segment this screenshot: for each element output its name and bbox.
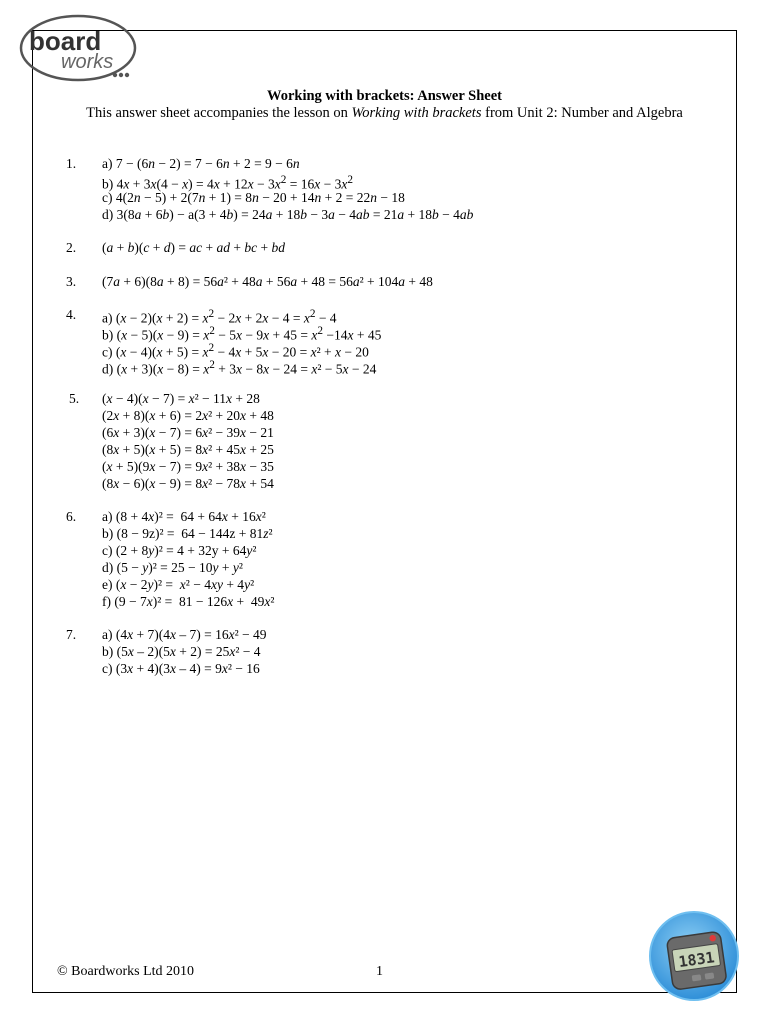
answer-line: (8x + 5)(x + 5) = 8x² + 45x + 25 (102, 442, 274, 457)
answer-line: a) (4x + 7)(4x – 7) = 16x² − 49 (102, 627, 267, 642)
answer-line: c) $(x - 4)(x + 5) = x^2 - 4x + 5x - 20 = x^2 + x - 20$ (102, 342, 369, 360)
answer-line: e) (x − 2y)² = x² − 4xy + 4y² (102, 577, 255, 592)
calculator-display: 1831 (677, 948, 716, 972)
answer-line: c) 4(2n − 5) + 2(7n + 1) = 8n − 20 + 14n + 2 = 22n − 18 (102, 190, 405, 205)
answer-line: (8x − 6)(x − 9) = 8x² − 78x + 54 (102, 476, 274, 491)
answer-line: f) (9 − 7x)² = 81 − 126x + 49x² (102, 594, 275, 609)
answer-line: c) (3x + 4)(3x – 4) = 9x² − 16 (102, 661, 260, 676)
logo-board-text: board (29, 26, 102, 56)
subtitle-lesson: Working with brackets (351, 105, 482, 121)
answer-line: (x − 4)(x − 7) = x² − 11x + 28 (102, 391, 260, 406)
answer-line: (7a + 6)(8a + 8) = 56a² + 48a + 56a + 48 = 56a² + 104a + 48 (102, 274, 433, 289)
answer-line: d) 3(8a + 6b) − a(3 + 4b) = 24a + 18b − 3a − 4ab = 21a + 18b − 4ab (102, 207, 474, 222)
subtitle-suffix: from Unit 2: Number and Algebra (481, 105, 683, 121)
answer-line: a) $(x - 2)(x + 2) = x^2 - 2x + 2x - 4 = x^2 - 4$ (102, 308, 337, 326)
answer-line: d) $(x + 3)(x - 8) = x^2 + 3x - 8x - 24 = x^2 - 5x - 24$ (102, 359, 377, 377)
answer-lines (102, 508, 274, 610)
answer-lines (102, 306, 382, 377)
question-number: 2. (66, 240, 77, 255)
answer-line: c) (2 + 8y)² = 4 + 32y + 64y² (102, 543, 257, 558)
question-number: 3. (66, 274, 77, 289)
answer-line: a) (8 + 4x)² = 64 + 64x + 16x² (102, 509, 266, 524)
answer-line: (6x + 3)(x − 7) = 6x² − 39x − 21 (102, 425, 274, 440)
copyright: © Boardworks Ltd 2010 (57, 964, 195, 979)
question-number: 7. (66, 627, 77, 642)
logo-works-text: works (61, 51, 114, 73)
answer-line: (x + 5)(9x − 7) = 9x² + 38x − 35 (102, 459, 274, 474)
answer-lines (102, 239, 285, 256)
question-number: 1. (66, 156, 77, 171)
answer-line: (2x + 8)(x + 6) = 2x² + 20x + 48 (102, 408, 274, 423)
question-number: 4. (66, 307, 77, 322)
question-number: 5. (69, 391, 80, 406)
boardworks-logo (19, 14, 139, 82)
page-title: Working with brackets: Answer Sheet (267, 88, 502, 104)
answer-lines (102, 390, 274, 492)
page-subtitle (32, 105, 737, 122)
answer-lines (102, 273, 433, 290)
calculator-icon (649, 911, 739, 1001)
answer-line: b) (5x – 2)(5x + 2) = 25x² − 4 (102, 644, 261, 659)
answer-line: (a + b)(c + d) = ac + ad + bc + bd (102, 240, 285, 255)
answer-line: b) $4x + 3x(4 - x) = 4x + 12x - 3x^2 = 16x - 3x^2$ (102, 174, 353, 192)
answer-line: b) (8 − 9z)² = 64 − 144z + 81z² (102, 526, 273, 541)
answer-lines (102, 626, 267, 677)
answer-line: d) (5 − y)² = 25 − 10y + y² (102, 560, 243, 575)
page-number: 1 (376, 964, 383, 979)
question-number: 6. (66, 509, 77, 524)
answer-line: a) 7 − (6n − 2) = 7 − 6n + 2 = 9 − 6n (102, 156, 300, 171)
subtitle-prefix: This answer sheet accompanies the lesson on (86, 105, 352, 121)
answer-lines (102, 155, 473, 223)
answer-line: b) $(x - 5)(x - 9) = x^2 - 5x - 9x + 45 = x^2 -14x + 45$ (102, 325, 382, 343)
